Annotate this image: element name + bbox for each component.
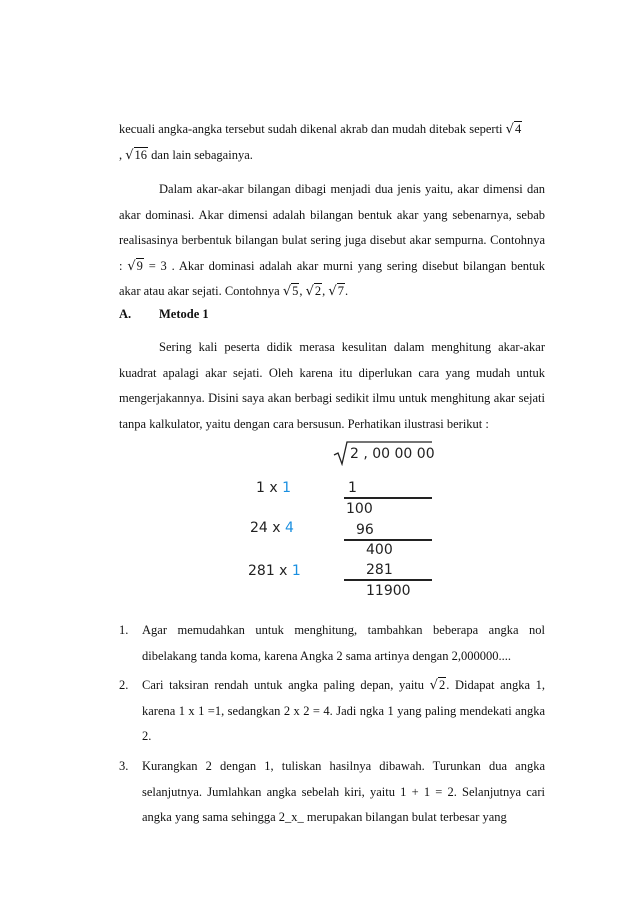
sqrt-16: √16	[125, 147, 148, 163]
sqrt-7: √7	[328, 284, 344, 300]
list-item: 3. Kurangkan 2 dengan 1, tuliskan hasilnya dibawah. Turunkan dua angka selanjutnya. Jumlahkan angka sebelah kiri, yaitu 1 + 1 = 2. Selanjutnya cari angka yang sama sehingga 2_x_ merupakan bilangan bulat terbesar yang	[119, 758, 545, 825]
section-title: Metode 1	[159, 307, 209, 321]
intro-text: kecuali angka-angka tersebut sudah dikenal akrab dan mudah ditebak seperti	[119, 122, 503, 136]
step-2-factor: 24 x 4	[250, 520, 294, 536]
root-types-paragraph: Dalam akar-akar bilangan dibagi menjadi dua jenis yaitu, akar dimensi dan akar dominasi. Akar dimensi adalah bilangan bentuk akar yang sebenarnya, sebab realisasinya berbentuk bilangan bulat sering juga disebut akar sempurna. Contohnya : √9 = 3 . Akar dominasi adalah akar murni yang sering disebut bilangan bentuk akar atau akar sejati. Contohnya √5, √2, √7.	[119, 182, 546, 300]
radicand: 2 , 00 00 00	[350, 446, 435, 462]
method-paragraph: Sering kali peserta didik merasa kesulitan dalam menghitung akar-akar kuadrat apalagi akar sejati. Oleh karena itu diperlukan cara yang mudah untuk mengerjakannya. Disini saya akan berbagi sedikit ilmu untuk menghitung akar sejati tanpa kalkulator, yaitu dengan cara bersusun. Perhatikan ilustrasi berikut :	[119, 340, 545, 431]
intro-paragraph: kecuali angka-angka tersebut sudah dikenal akrab dan mudah ditebak seperti √4 , √16 dan lain sebagainya.	[119, 122, 522, 163]
list-item: 2. Cari taksiran rendah untuk angka paling depan, yaitu √2. Didapat angka 1, karena 1 x 1 =1, sedangkan 2 x 2 = 4. Jadi ngka 1 yang paling mendekati angka 2.	[119, 678, 545, 744]
result-5: 281	[366, 562, 393, 578]
step-3-factor: 281 x 1	[248, 563, 301, 579]
section-heading	[119, 307, 209, 322]
step-1-factor: 1 x 1	[256, 480, 292, 496]
section-letter: A.	[119, 307, 132, 321]
sqrt-2: √2	[305, 284, 322, 300]
result-4: 400	[366, 542, 393, 558]
result-1: 1	[348, 480, 357, 496]
divider-line	[344, 579, 432, 581]
list-item: 1. Agar memudahkan untuk menghitung, tambahkan beberapa angka nol dibelakang tanda koma, karena Angka 2 sama artinya dengan 2,000000....	[119, 623, 545, 663]
result-2: 100	[346, 501, 373, 517]
result-6: 11900	[366, 583, 411, 599]
sqrt-5: √5	[282, 284, 299, 300]
sqrt-9: √9	[127, 258, 143, 274]
divider-line	[344, 539, 432, 541]
result-3: 96	[356, 522, 374, 538]
sqrt-4: √4	[505, 122, 522, 137]
steps-list	[119, 618, 545, 835]
divider-line	[344, 497, 432, 499]
sqrt-2: √2	[429, 678, 446, 694]
